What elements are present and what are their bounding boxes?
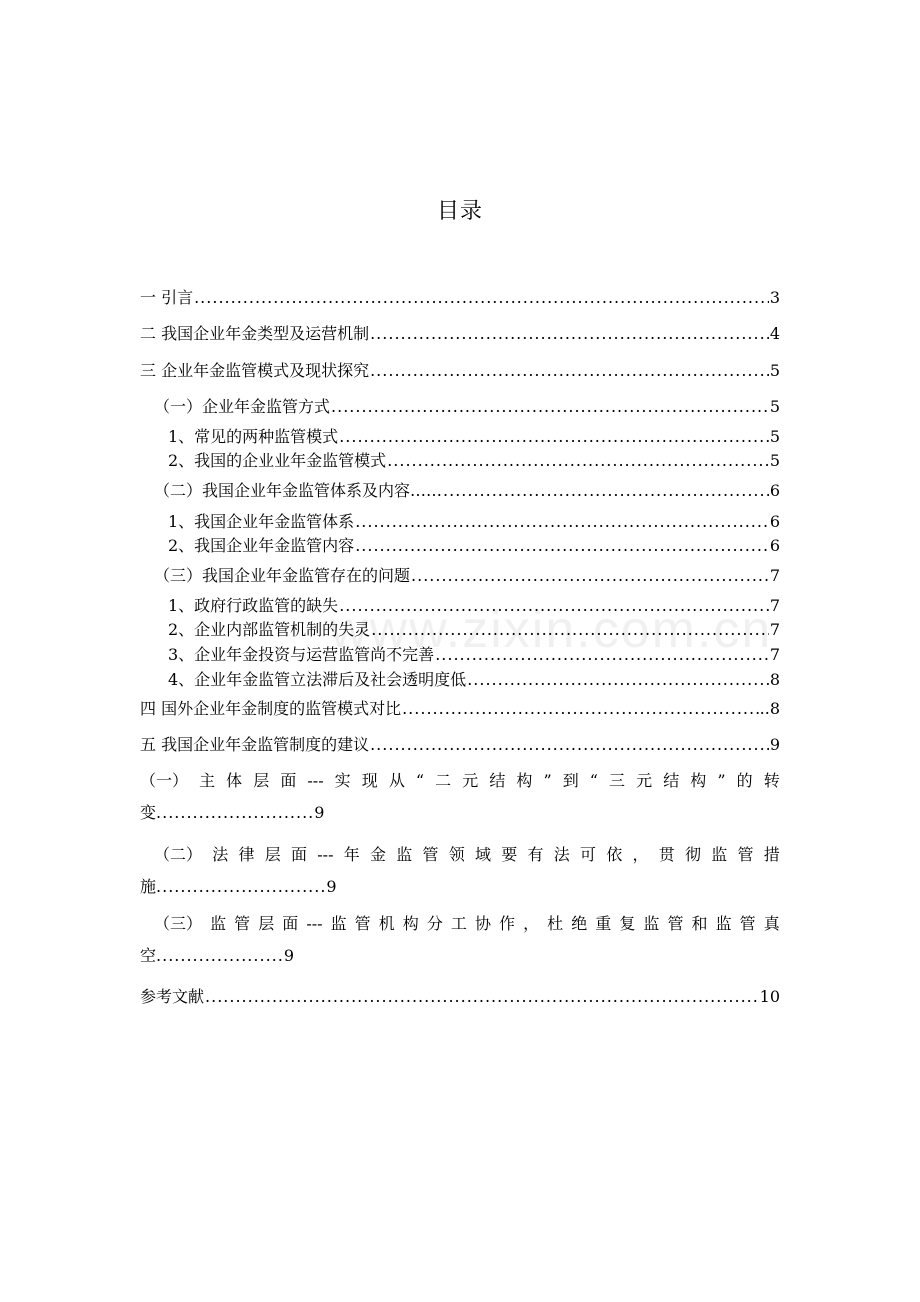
toc-entry-label-char: ， <box>632 845 649 864</box>
toc-entry-label: 1、常见的两种监管模式 <box>168 427 339 446</box>
toc-page-number: 7 <box>769 645 780 664</box>
toc-entry-label-char: 面 <box>291 845 308 864</box>
toc-entry-label-char: “ <box>415 771 425 790</box>
toc-leader-dots <box>370 361 769 381</box>
toc-entry-label: 四 国外企业年金制度的监管模式对比 <box>140 699 402 718</box>
toc-page-number: 7 <box>769 566 780 585</box>
toc-entry-label: 五 我国企业年金监管制度的建议 <box>140 735 370 754</box>
toc-page-number: 5 <box>769 361 780 380</box>
toc-entry-label-char: 的 <box>736 771 753 790</box>
toc-page-number: 10 <box>759 987 780 1006</box>
toc-leader-dots: ..................... <box>156 946 284 965</box>
toc-wrapped-line-1 <box>140 914 780 934</box>
toc-leader-dots <box>467 670 769 690</box>
toc-entry-label-char: 域 <box>474 845 491 864</box>
toc-entry-label-char: 管 <box>667 914 684 933</box>
toc-page-number: 6 <box>769 536 780 555</box>
toc-entry <box>140 481 780 501</box>
toc-entry-label: 1、政府行政监管的缺失 <box>168 596 339 615</box>
toc-entry-label-char: 转 <box>763 771 780 790</box>
toc-entry-label-char: 元 <box>462 771 479 790</box>
toc-entry-label: 三 企业年金监管模式及现状探究 <box>140 361 370 380</box>
toc-entry <box>140 699 780 719</box>
toc-entry-label-char: “ <box>589 771 598 790</box>
toc-page-number: 9 <box>283 946 295 965</box>
toc-entry <box>140 620 780 640</box>
toc-entry-label-char: 要 <box>501 845 518 864</box>
toc-leader-dots <box>411 566 769 586</box>
watermark: www.zixin.com.cn <box>330 601 773 659</box>
toc-leader-dots <box>355 512 769 532</box>
toc-entry-label-tail: 空 <box>140 946 157 965</box>
toc-entry-label-char: （二） <box>154 845 203 864</box>
toc-wrapped-line-1 <box>140 771 780 791</box>
toc-entry-label-char: 监 <box>711 845 728 864</box>
toc-page-number: 8 <box>769 670 780 689</box>
toc-leader-dots <box>435 645 769 665</box>
toc-entry-label: 二 我国企业年金类型及运营机制 <box>140 324 370 343</box>
toc-entry-label-char: 管 <box>737 845 754 864</box>
toc-page-number: ..8 <box>759 699 780 718</box>
toc-entry-label: （三）我国企业年金监管存在的问题 <box>154 566 411 585</box>
toc-entry <box>140 288 780 308</box>
toc-entry-label-char: 协 <box>474 914 491 933</box>
toc-title: 目录 <box>436 199 483 224</box>
toc-entry-label-char: 法 <box>553 845 570 864</box>
toc-entry <box>140 735 780 755</box>
toc-entry-references <box>140 987 780 1007</box>
toc-entry-label-char: 管 <box>234 914 251 933</box>
toc-entry-label-char: 监 <box>210 914 227 933</box>
toc-entry-label-char: 管 <box>422 845 439 864</box>
toc-page-number: 9 <box>769 735 780 754</box>
toc-wrapped-line-1 <box>140 845 780 865</box>
toc-page-number: 7 <box>769 596 780 615</box>
toc-entry <box>140 451 780 471</box>
toc-entry-label-tail: 施 <box>140 877 157 896</box>
toc-leader-dots <box>355 536 769 556</box>
toc-entry <box>140 645 780 665</box>
toc-entry-label-char: 律 <box>238 845 255 864</box>
toc-wrapped-line-2 <box>140 877 780 897</box>
toc-entry-label: 3、企业年金投资与运营监管尚不完善 <box>168 645 435 664</box>
toc-leader-dots <box>331 397 769 417</box>
toc-entry-label-char: 层 <box>258 914 275 933</box>
toc-entry-label-char: 重 <box>595 914 612 933</box>
toc-entry-label-char: 机 <box>378 914 395 933</box>
toc-entry-label-char: 到 <box>562 771 579 790</box>
toc-entry-label-char: 有 <box>527 845 544 864</box>
toc-entry-label-char: 监 <box>715 914 732 933</box>
toc-entry-label-char: ， <box>523 914 540 933</box>
toc-entry-label-char: （一） <box>140 771 189 790</box>
toc-entry-label-char: 领 <box>448 845 465 864</box>
toc-entry-label-char: 杜 <box>547 914 564 933</box>
toc-page-number: 9 <box>314 803 325 822</box>
toc-leader-dots <box>339 596 769 616</box>
toc-entry-label: 4、企业年金监管立法滞后及社会透明度低 <box>168 670 467 689</box>
toc-entry-label: （一）企业年金监管方式 <box>154 397 331 416</box>
toc-entry-label-char: 结 <box>663 771 680 790</box>
toc-leader-dots <box>443 481 769 501</box>
toc-entry <box>140 324 780 344</box>
toc-leader-dots <box>387 451 769 471</box>
toc-entry-label: 参考文献 <box>140 987 205 1006</box>
toc-wrapped-line-2 <box>140 803 780 823</box>
toc-leader-dots <box>205 987 759 1007</box>
toc-entry-label: 2、我国的企业业年金监管模式 <box>168 451 387 470</box>
toc-entry <box>140 397 780 417</box>
toc-leader-dots <box>402 699 759 719</box>
toc-entry-label-char: 二 <box>435 771 452 790</box>
toc-entry-label-char: 面 <box>280 771 297 790</box>
toc-entry-label-char: 从 <box>388 771 405 790</box>
toc-page-number: 6 <box>769 481 780 500</box>
toc-entry-label-char: --- <box>317 845 334 864</box>
toc-entry-label-char: 构 <box>690 771 707 790</box>
toc-leader-dots <box>339 427 769 447</box>
toc-page-number: 3 <box>769 288 780 307</box>
toc-entry-label-char: 体 <box>226 771 243 790</box>
toc-leader-dots: ............................ <box>156 877 327 896</box>
toc-entry-label-char: 依 <box>606 845 623 864</box>
toc-entry-wrapped <box>140 771 780 823</box>
toc-entry-label: 一 引言 <box>140 288 194 307</box>
toc-entry <box>140 536 780 556</box>
toc-entry-label-char: 金 <box>369 845 386 864</box>
toc-entry-wrapped <box>140 845 780 897</box>
toc-entry-label: （二）我国企业年金监管体系及内容…… <box>154 481 443 500</box>
toc-page-number: 9 <box>326 877 337 896</box>
toc-entry-label-char: 监 <box>396 845 413 864</box>
toc-entry-label-char: 和 <box>691 914 708 933</box>
toc-entry-label-char: 贯 <box>658 845 675 864</box>
toc-entry-label-char: 工 <box>450 914 467 933</box>
toc-entry-label-char: 结 <box>489 771 506 790</box>
toc-entry-label-tail: 变 <box>140 803 157 822</box>
toc-entry-label-char: 面 <box>282 914 299 933</box>
toc-page-number: 5 <box>769 397 780 416</box>
toc-page-number: 5 <box>769 451 780 470</box>
toc-entry-label-char: 层 <box>264 845 281 864</box>
toc-leader-dots <box>370 735 769 755</box>
toc-entry-label-char: 复 <box>619 914 636 933</box>
toc-page-number: 7 <box>769 620 780 639</box>
toc-entry-label-char: 监 <box>643 914 660 933</box>
toc-entry-label-char: 实 <box>334 771 351 790</box>
toc-entry-label: 1、我国企业年金监管体系 <box>168 512 355 531</box>
toc-entry <box>140 427 780 447</box>
toc-page-number: 6 <box>769 512 780 531</box>
toc-entry-label-char: 年 <box>343 845 360 864</box>
toc-wrapped-line-2 <box>140 946 780 966</box>
toc-leader-dots: .......................... <box>156 803 315 822</box>
toc-entry-label-char: 绝 <box>571 914 588 933</box>
toc-entry-label-char: 主 <box>199 771 216 790</box>
toc-entry <box>140 566 780 586</box>
toc-entry-wrapped <box>140 914 780 966</box>
toc-entry-label-char: （三） <box>154 914 203 933</box>
toc-entry-label-char: 措 <box>763 845 780 864</box>
toc-entry-label-char: 管 <box>354 914 371 933</box>
toc-entry-label-char: 彻 <box>684 845 701 864</box>
toc-leader-dots <box>194 288 769 308</box>
toc-entry-label-char: 真 <box>763 914 780 933</box>
toc-entry-label-char: 管 <box>739 914 756 933</box>
toc-entry-label-char: 现 <box>361 771 378 790</box>
toc-entry-label: 2、企业内部监管机制的失灵 <box>168 620 371 639</box>
toc-entry-label-char: 作 <box>499 914 516 933</box>
toc-entry-label-char: 可 <box>579 845 596 864</box>
toc-entry-label: 2、我国企业年金监管内容 <box>168 536 355 555</box>
toc-entry-label-char: 层 <box>253 771 270 790</box>
toc-leader-dots <box>370 324 769 344</box>
toc-entry-label-char: --- <box>307 771 324 790</box>
toc-entry <box>140 512 780 532</box>
toc-page-number: 4 <box>769 324 780 343</box>
toc-entry-label-char: 构 <box>402 914 419 933</box>
toc-entry-label-char: 构 <box>516 771 533 790</box>
toc-leader-dots <box>371 620 769 640</box>
toc-entry-label-char: --- <box>306 914 323 933</box>
toc-entry <box>140 670 780 690</box>
toc-entry-label-char: 法 <box>212 845 229 864</box>
toc-entry <box>140 361 780 381</box>
toc-entry-label-char: 三 <box>609 771 626 790</box>
toc-entry-label-char: 元 <box>636 771 653 790</box>
toc-entry-label-char: 监 <box>330 914 347 933</box>
toc-entry <box>140 596 780 616</box>
toc-entry-label-char: 分 <box>426 914 443 933</box>
toc-entry-label-char: ” <box>717 771 726 790</box>
toc-page-number: 5 <box>769 427 780 446</box>
toc-entry-label-char: ” <box>543 771 552 790</box>
